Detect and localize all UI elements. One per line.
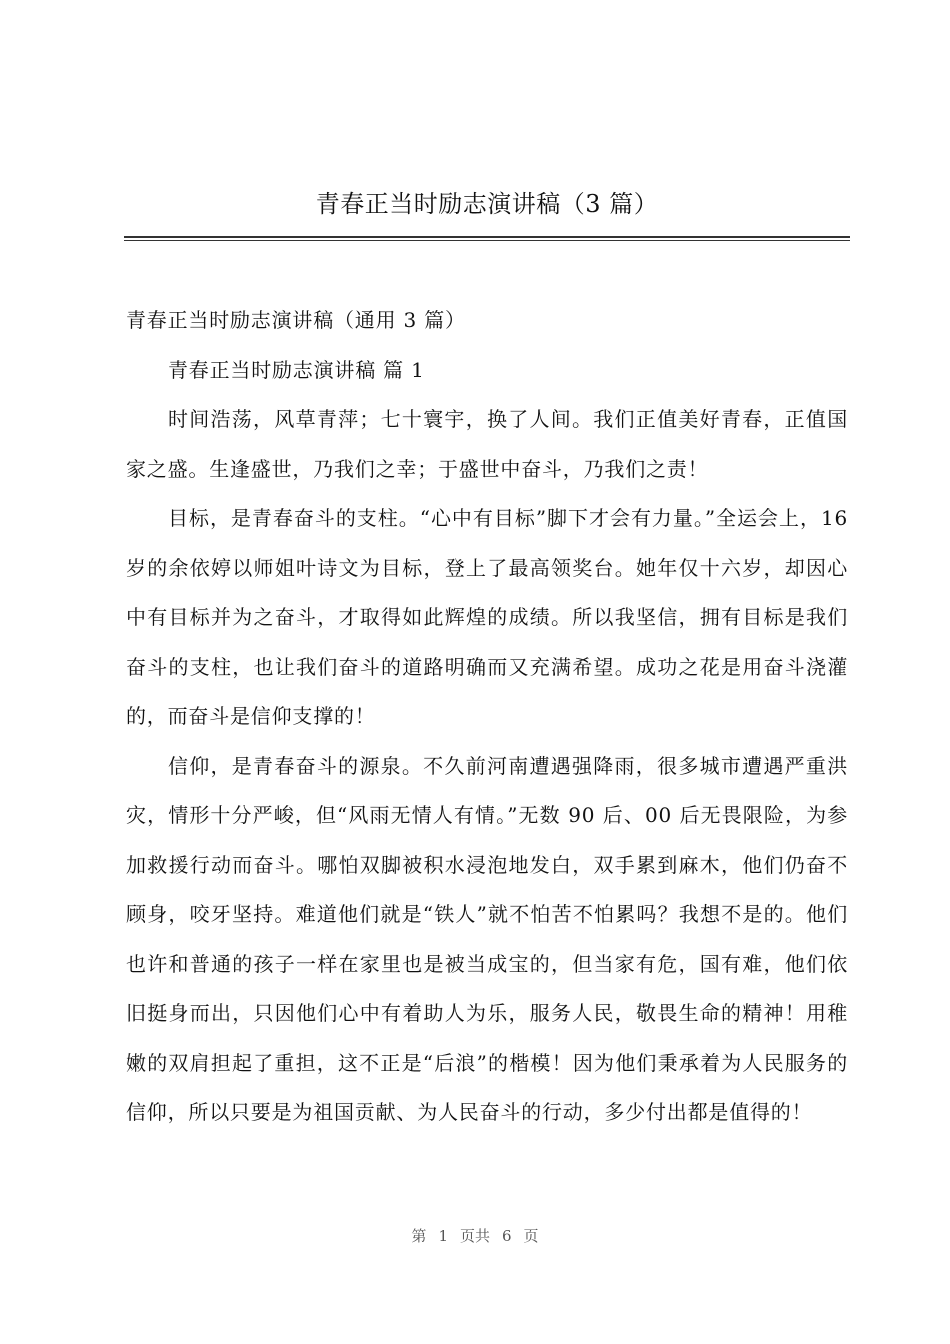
document-subtitle: 青春正当时励志演讲稿（通用 3 篇） [126, 308, 466, 332]
title-divider [124, 236, 850, 241]
footer-prefix: 第 [411, 1227, 427, 1245]
document-body [126, 296, 848, 1138]
paragraph: 时间浩荡，风草青萍；七十寰宇，换了人间。我们正值美好青春，正值国家之盛。生逢盛世，乃我们之幸；于盛世中奋斗，乃我们之责！ [126, 407, 848, 481]
page-footer [0, 1226, 950, 1246]
footer-total-pages: 6 [502, 1227, 512, 1245]
footer-page-number: 1 [438, 1227, 448, 1245]
footer-middle: 页共 [459, 1227, 490, 1245]
document-title: 青春正当时励志演讲稿（3 篇） [315, 190, 659, 218]
footer-suffix: 页 [523, 1227, 539, 1245]
paragraph: 目标，是青春奋斗的支柱。“心中有目标”脚下才会有力量。”全运会上，16 岁的余依婷以师姐叶诗文为目标，登上了最高领奖台。她年仅十六岁，却因心中有目标并为之奋斗，才取得如此辉煌的成绩。所以我坚信，拥有目标是我们奋斗的支柱，也让我们奋斗的道路明确而又充满希望。成功之花是用奋斗浇灌的，而奋斗是信仰支撑的！ [126, 506, 848, 728]
paragraph: 信仰，是青春奋斗的源泉。不久前河南遭遇强降雨，很多城市遭遇严重洪灾，情形十分严峻，但“风雨无情人有情。”无数 90 后、00 后无畏限险，为参加救援行动而奋斗。哪怕双脚被积水浸泡地发白，双手累到麻木，他们仍奋不顾身，咬牙坚持。难道他们就是“铁人”就不怕苦不怕累吗？我想不是的。他们也许和普通的孩子一样在家里也是被当成宝的，但当家有危，国有难，他们依旧挺身而出，只因他们心中有着助人为乐，服务人民，敬畏生命的精神！用稚嫩的双肩担起了重担，这不正是“后浪”的楷模！因为他们秉承着为人民服务的信仰，所以只要是为祖国贡献、为人民奋斗的行动，多少付出都是值得的！ [126, 753, 848, 1124]
section-heading: 青春正当时励志演讲稿 篇 1 [168, 357, 425, 382]
